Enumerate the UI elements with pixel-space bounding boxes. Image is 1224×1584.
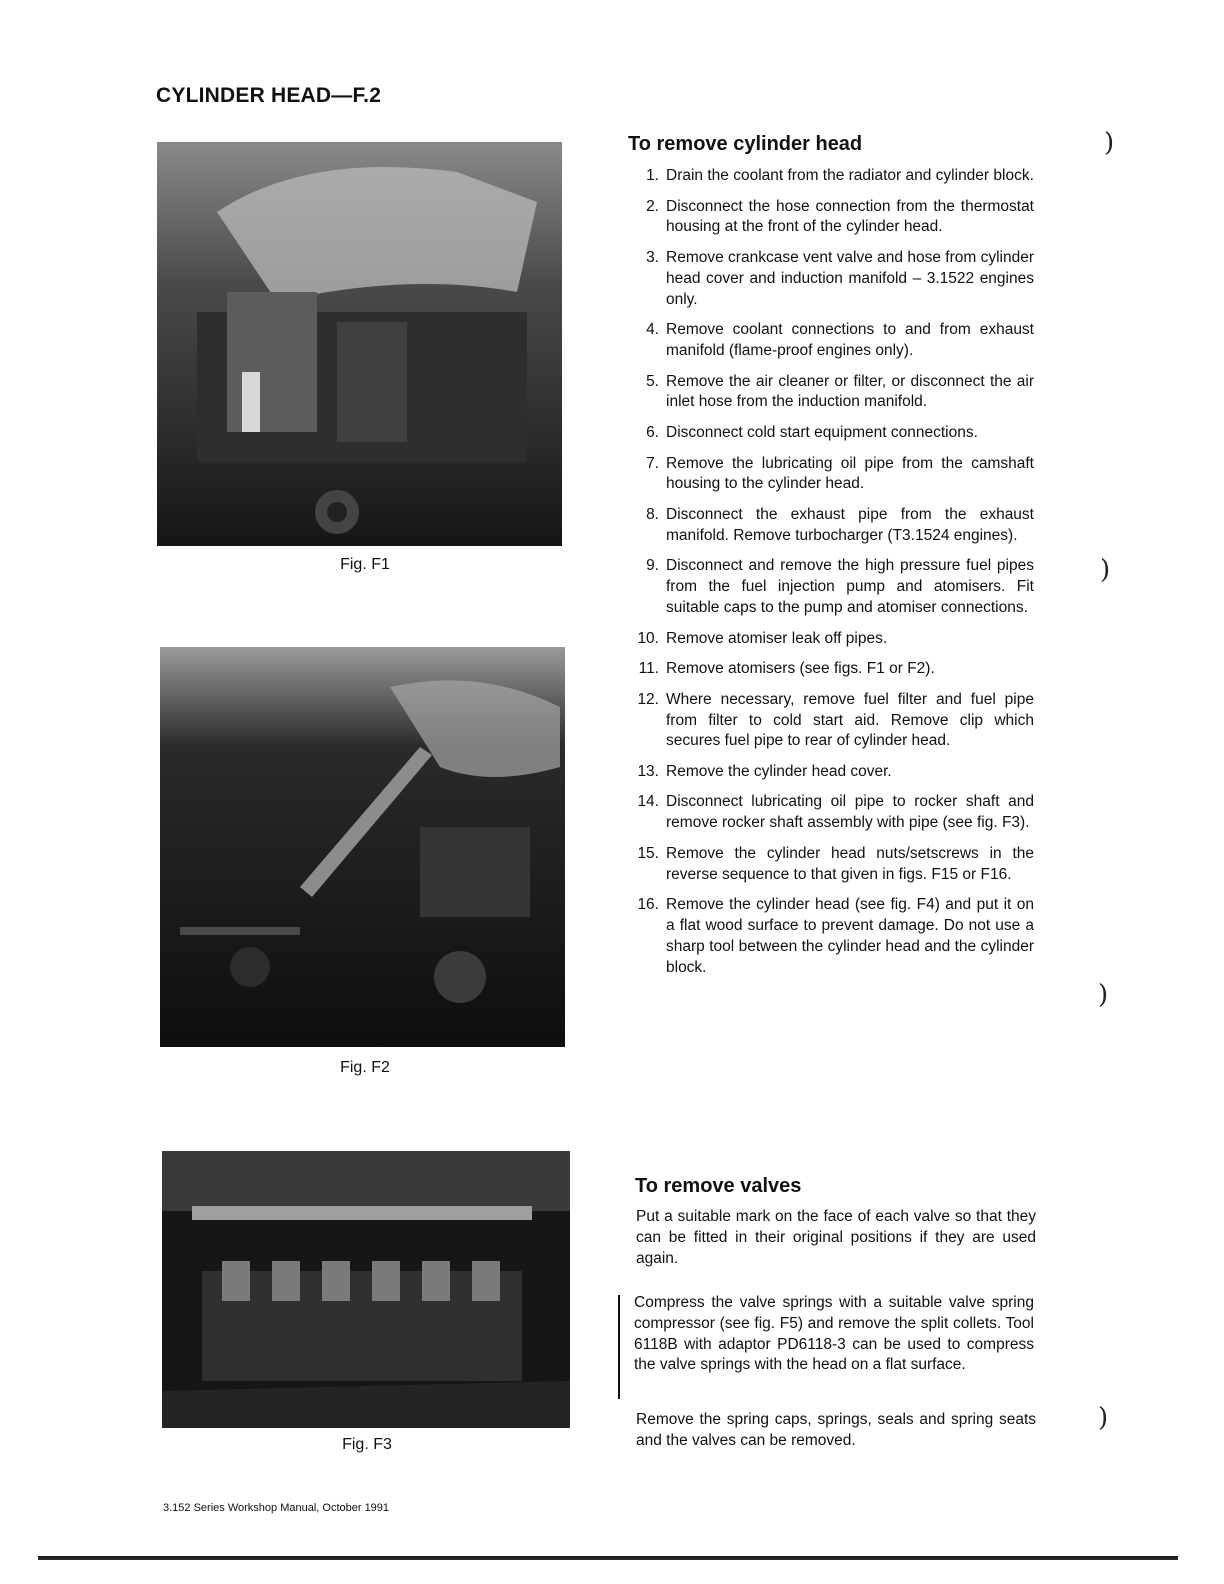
step-number: 16. — [637, 896, 659, 914]
step-text: Disconnect cold start equipment connections. — [666, 423, 978, 441]
step-item — [630, 659, 1034, 680]
step-number: 9. — [646, 557, 659, 575]
step-text: Remove the air cleaner or filter, or disconnect the air inlet hose from the induction manifold. — [666, 372, 1034, 411]
step-text: Disconnect and remove the high pressure fuel pipes from the fuel injection pump and atomisers. Fit suitable caps to the pump and atomiser connections. — [666, 557, 1034, 616]
step-number: 14. — [637, 793, 659, 811]
step-text: Remove atomisers (see figs. F1 or F2). — [666, 660, 935, 678]
valves-paragraph-compress: Compress the valve springs with a suitable valve spring compressor (see fig. F5) and remove the split collets. Tool 6118B with adaptor PD6118-3 can be used to compress the valve springs with the head on a flat surface. — [634, 1294, 1034, 1374]
step-item — [630, 454, 1034, 496]
step-number: 5. — [646, 372, 659, 390]
figure-f2-photo — [160, 647, 565, 1047]
valves-paragraph-remove: Remove the spring caps, springs, seals and spring seats and the valves can be removed. — [636, 1411, 1036, 1449]
figure-f2-caption: Fig. F2 — [340, 1059, 390, 1076]
step-number: 10. — [637, 629, 659, 647]
step-number: 8. — [646, 505, 659, 523]
step-text: Disconnect the exhaust pipe from the exhaust manifold. Remove turbocharger (T3.1524 engines). — [666, 505, 1034, 544]
step-number: 6. — [646, 423, 659, 441]
figure-f3-photo — [162, 1151, 570, 1428]
step-item — [630, 248, 1034, 310]
step-text: Remove the cylinder head (see fig. F4) and put it on a flat wood surface to prevent damage. Do not use a sharp tool between the cylinder head and the cylinder block. — [666, 896, 1034, 976]
step-number: 1. — [646, 167, 659, 184]
step-item — [630, 423, 1034, 444]
figure-f3-caption: Fig. F3 — [342, 1436, 392, 1453]
step-item — [630, 629, 1034, 650]
step-item — [630, 505, 1034, 547]
margin-hole-mark: ) — [1098, 1403, 1109, 1433]
step-item — [630, 690, 1034, 752]
valves-paragraph-mark: Put a suitable mark on the face of each valve so that they can be fitted in their original positions if they are used again. — [636, 1208, 1036, 1267]
margin-hole-mark: ) — [1098, 980, 1109, 1010]
figure-f1-photo — [157, 142, 562, 546]
step-item — [630, 556, 1034, 618]
step-text: Disconnect the hose connection from the thermostat housing at the front of the cylinder head. — [666, 197, 1034, 236]
page-title: CYLINDER HEAD—F.2 — [156, 84, 382, 107]
step-text: Drain the coolant from the radiator and cylinder block. — [666, 167, 1034, 184]
step-number: 2. — [646, 197, 659, 215]
step-text: Where necessary, remove fuel filter and fuel pipe from filter to cold start aid. Remove clip which secures fuel pipe to rear of cylinder head. — [666, 690, 1034, 750]
step-text: Remove the cylinder head cover. — [666, 762, 892, 780]
step-number: 3. — [646, 248, 659, 266]
step-item — [630, 895, 1034, 978]
step-number: 11. — [638, 660, 659, 678]
figure-f1-caption: Fig. F1 — [340, 556, 390, 573]
step-text: Remove atomiser leak off pipes. — [666, 629, 888, 647]
step-number: 13. — [637, 762, 659, 780]
step-text: Disconnect lubricating oil pipe to rocker shaft and remove rocker shaft assembly with pipe (see fig. F3). — [666, 793, 1034, 832]
revision-change-bar — [618, 1295, 620, 1399]
margin-hole-mark: ) — [1104, 128, 1115, 158]
step-text: Remove crankcase vent valve and hose from cylinder head cover and induction manifold – 3.1522 engines only. — [666, 248, 1034, 308]
bottom-rule — [38, 1556, 1178, 1560]
step-item — [630, 320, 1034, 362]
step-number: 4. — [646, 321, 659, 339]
step-text: Remove the cylinder head nuts/setscrews in the reverse sequence to that given in figs. F15 or F16. — [666, 844, 1034, 883]
remove-head-heading: To remove cylinder head — [628, 133, 863, 155]
remove-head-steps — [630, 166, 1034, 988]
step-item — [630, 166, 1034, 187]
step-number: 15. — [637, 844, 659, 862]
step-item — [630, 844, 1034, 886]
step-text: Remove the lubricating oil pipe from the camshaft housing to the cylinder head. — [666, 454, 1034, 493]
step-item — [630, 197, 1034, 239]
step-item — [630, 372, 1034, 414]
remove-valves-heading: To remove valves — [635, 1175, 802, 1197]
step-number: 7. — [646, 454, 659, 472]
step-number: 12. — [637, 690, 659, 708]
page-footer: 3.152 Series Workshop Manual, October 1991 — [163, 1502, 390, 1514]
step-text: Remove coolant connections to and from exhaust manifold (flame-proof engines only). — [666, 321, 1034, 359]
step-item — [630, 792, 1034, 834]
margin-hole-mark: ) — [1100, 555, 1111, 585]
step-item — [630, 762, 1034, 783]
